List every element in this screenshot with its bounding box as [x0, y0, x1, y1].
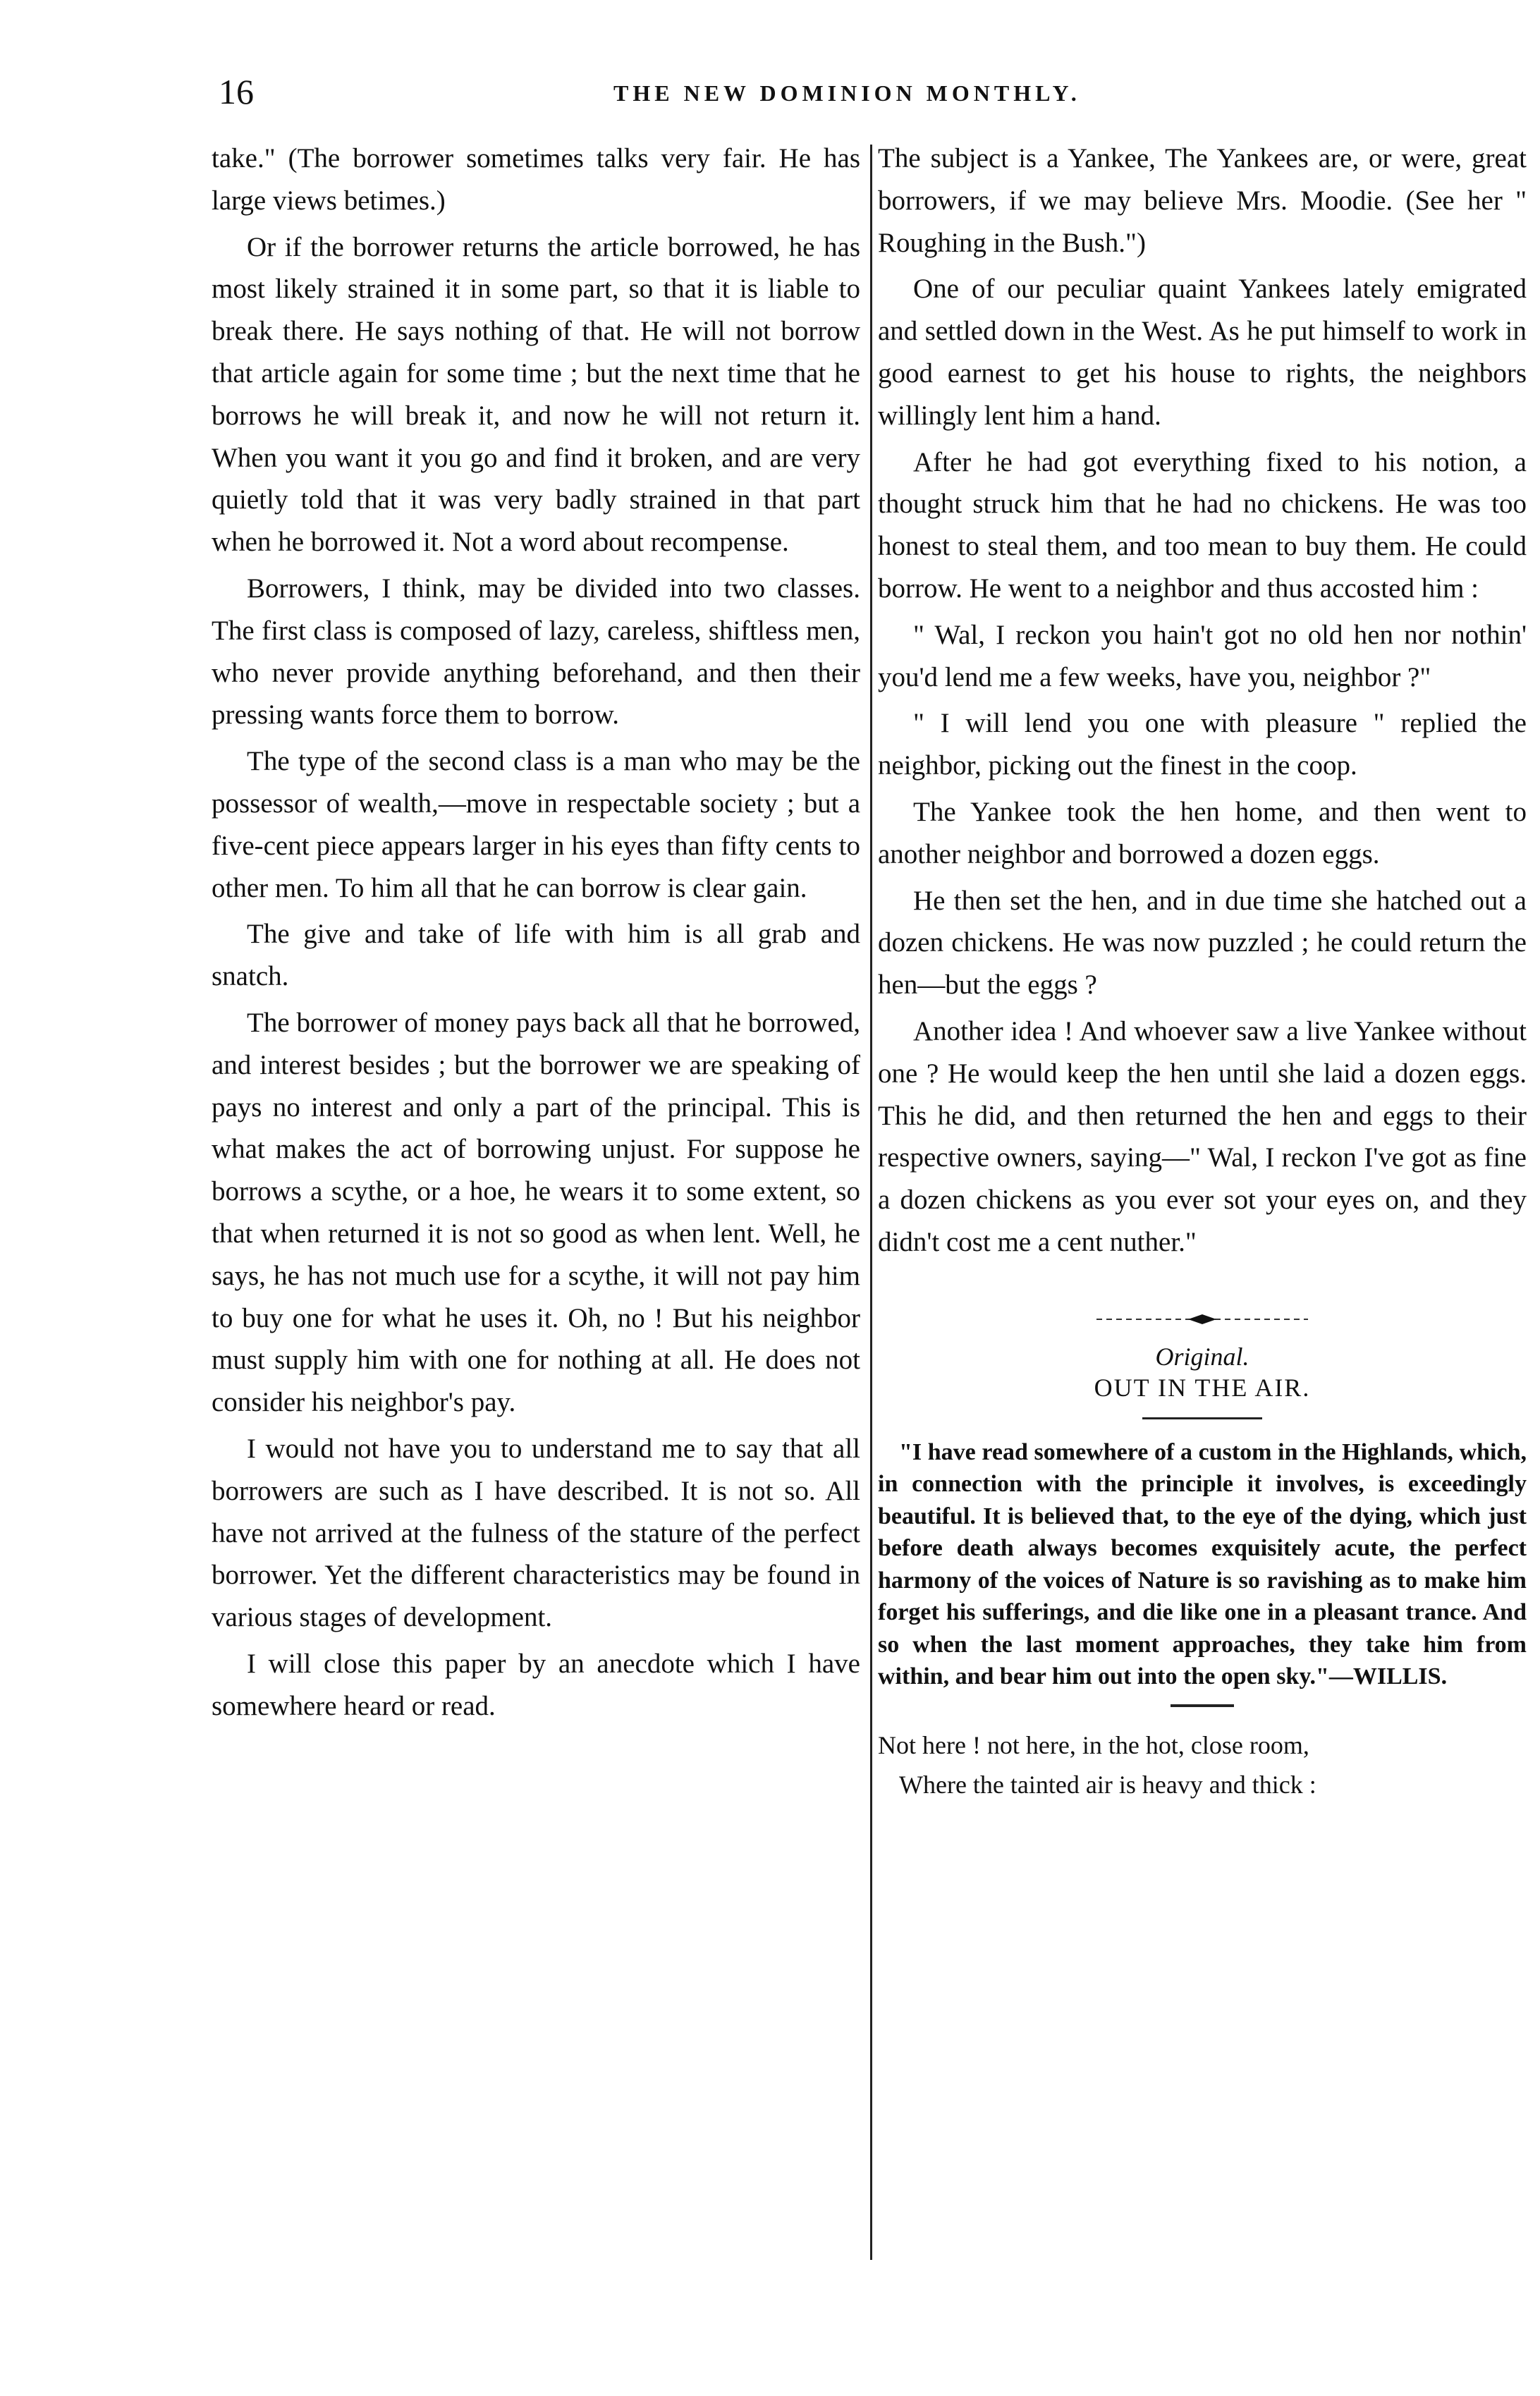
poem-title: OUT IN THE AIR. [1094, 1373, 1311, 1402]
right-column [878, 137, 1527, 1804]
page-header [212, 63, 1502, 120]
paragraph: I would not have you to understand me to say that all borrowers are such as I have described. It is not so. All have not arrived at the fulness of the stature of the perfect borrower. Yet the different characteristics may be found in various stages of development. [212, 1433, 860, 1633]
paragraph: I will close this paper by an anecdote which I have somewhere heard or read. [212, 1648, 860, 1721]
page-number: 16 [219, 72, 254, 111]
paragraph: Borrowers, I think, may be divided into two classes. The first class is composed of lazy, careless, shiftless men, who never provide anything beforehand, and then their pressing wants force them to borrow. [212, 573, 860, 731]
paragraph: One of our peculiar quaint Yankees lately emigrated and settled down in the West. As he put himself to work in good earnest to get his house to rights, the neighbors willingly lent him a hand. [878, 274, 1527, 431]
paragraph: Another idea ! And whoever saw a live Yankee without one ? He would keep the hen until she laid a dozen eggs. This he did, and then returned the hen and eggs to their respective owners, saying—" Wal, I reckon I've got as fine a dozen chickens as you ever sot your eyes on, and they didn't cost me a cent nuther." [878, 1015, 1527, 1257]
epigraph-rule [1171, 1704, 1234, 1707]
paragraph: The borrower of money pays back all that he borrowed, and interest besides ; but the borrower we are speaking of pays no interest and only a part of the principal. This is what makes the act of borrowing unjust. For suppose he borrows a scythe, or a hoe, he wears it to some extent, so that when returned it is not so good as when lent. Well, he says, he has not much use for a scythe, it will not pay him to buy one for what he uses it. Oh, no ! But his neighbor must supply him with one for nothing at all. He does not consider his neighbor's pay. [212, 1007, 860, 1418]
paragraph: The give and take of life with him is all grab and snatch. [212, 919, 860, 992]
poem-line: Where the tainted air is heavy and thick : [899, 1770, 1316, 1799]
poem-line: Not here ! not here, in the hot, close room, [878, 1730, 1309, 1759]
paragraph: He then set the hen, and in due time she hatched out a dozen chickens. He was now puzzled ; he could return the hen—but the eggs ? [878, 885, 1527, 1001]
left-column [212, 137, 860, 1731]
paragraph: Or if the borrower returns the article borrowed, he has most likely strained it in some part, so that it is liable to break there. He says nothing of that. He will not borrow that article again for some time ; but the next time that he borrows he will break it, and now he will not return it. When you want it you go and find it broken, and are very quietly told that it was very badly strained in that part when he borrowed it. Not a word about recompense. [212, 231, 860, 558]
paragraph: " I will lend you one with pleasure " replied the neighbor, picking out the finest in the coop. [878, 708, 1527, 781]
poem-label: Original. [1155, 1342, 1249, 1371]
ornament-rule-icon [1096, 1312, 1308, 1326]
paragraph: The type of the second class is a man who may be the possessor of wealth,—move in respectable society ; but a five-cent piece appears larger in his eyes than fifty cents to other men. To him all that he can borrow is clear gain. [212, 746, 860, 903]
section-ornament [878, 1306, 1527, 1334]
column-divider [870, 145, 872, 2260]
title-rule [1142, 1417, 1262, 1419]
paragraph: The Yankee took the hen home, and then went to another neighbor and borrowed a dozen eggs. [878, 796, 1527, 869]
paragraph: After he had got everything fixed to his notion, a thought struck him that he had no chickens. He was too honest to steal them, and too mean to buy them. He could borrow. He went to a neighbor and thus accosted him : [878, 446, 1527, 604]
paragraph: take." (The borrower sometimes talks very fair. He has large views betimes.) [212, 143, 860, 216]
poem-epigraph: "I have read somewhere of a custom in the Highlands, which, in connection with the principle it involves, is exceedingly beautiful. It is believed that, to the eye of the dying, which just before death always becomes exquisitely acute, the perfect harmony of the voices of Nature is so ravishing as to make him forget his sufferings, and die like one in a pleasant trance. And so when the last moment approaches, they take him from within, and bear him out into the open sky."—WILLIS. [878, 1438, 1527, 1690]
paragraph: The subject is a Yankee, The Yankees are, or were, great borrowers, if we may believe Mrs. Moodie. (See her " Roughing in the Bush.") [878, 143, 1527, 258]
running-title: THE NEW DOMINION MONTHLY. [613, 80, 1081, 106]
paragraph: " Wal, I reckon you hain't got no old hen nor nothin' you'd lend me a few weeks, have you, neighbor ?" [878, 619, 1527, 692]
poem [878, 1341, 1527, 1804]
